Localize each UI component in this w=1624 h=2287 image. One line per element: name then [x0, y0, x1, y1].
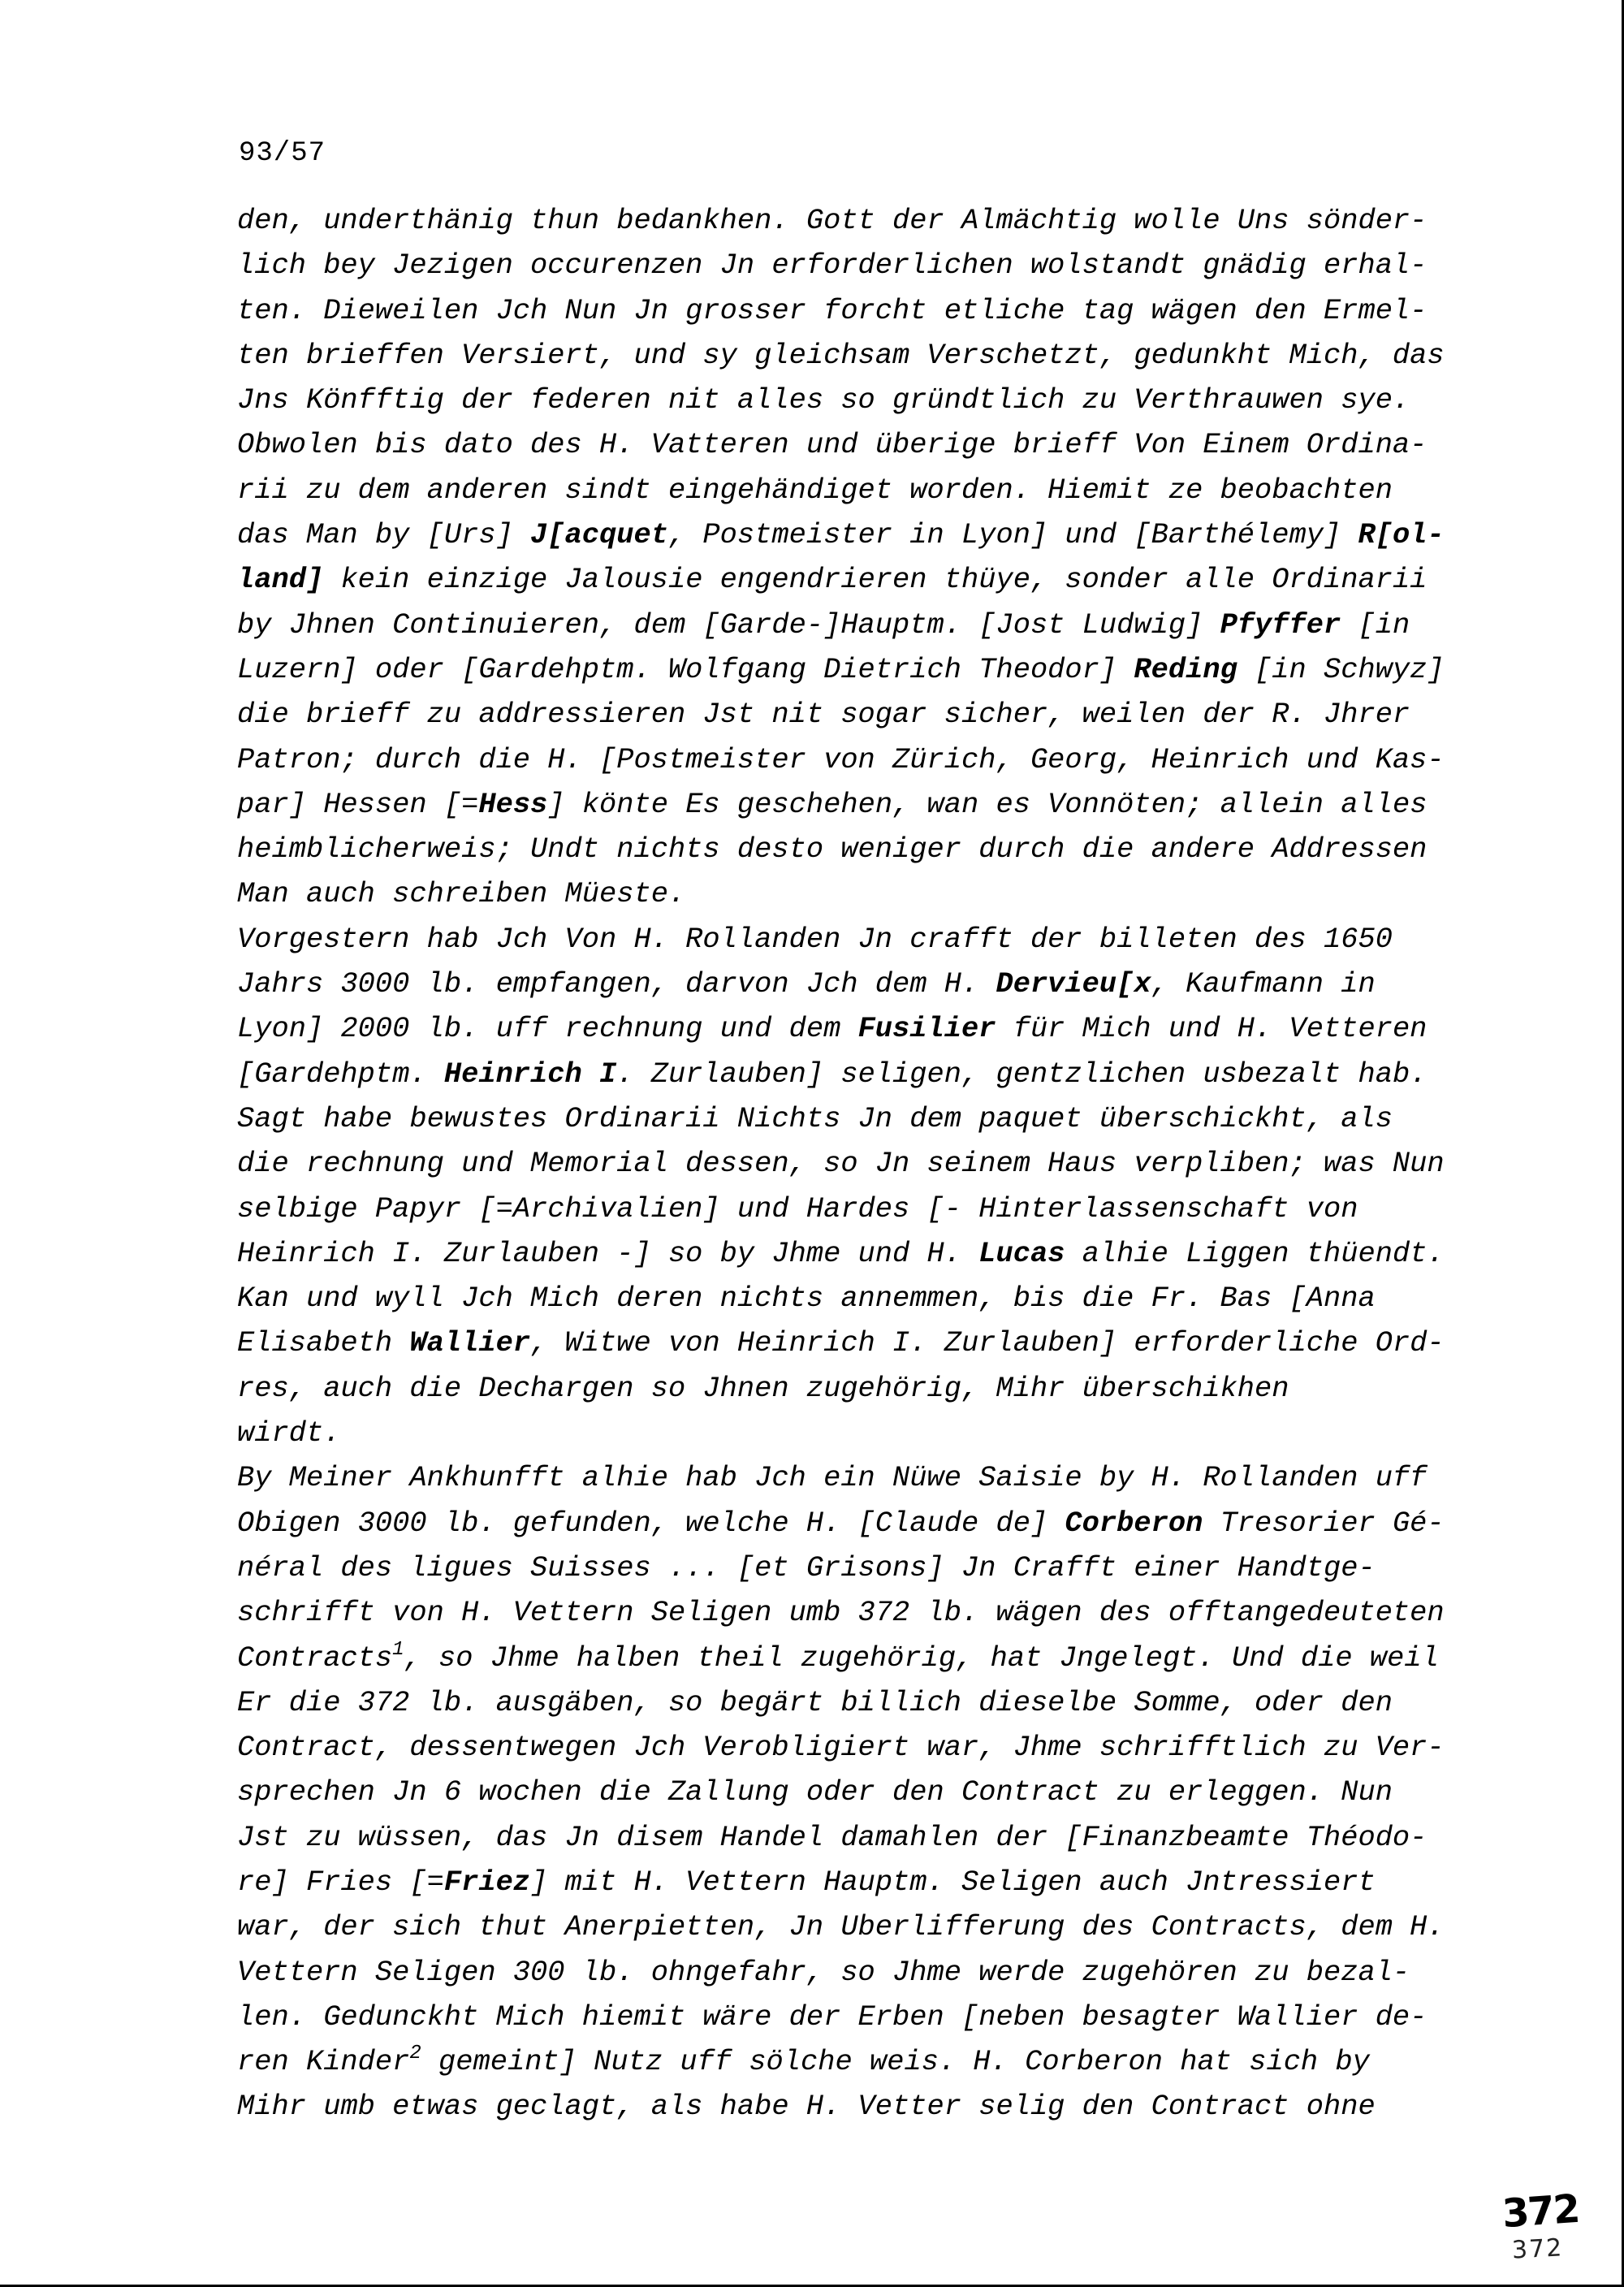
- text-line: [237, 2040, 1488, 2085]
- text-segment: den, underthänig thun bedankhen. Gott der Almächtig wolle Uns sönder-: [237, 205, 1427, 237]
- text-line: [237, 1367, 1488, 1412]
- text-segment: Kan und wyll Jch Mich deren nichts annemmen, bis die Fr. Bas [Anna: [237, 1282, 1376, 1316]
- text-line: [237, 1726, 1488, 1770]
- text-segment: wirdt.: [237, 1417, 341, 1450]
- text-line: [237, 1995, 1488, 2040]
- text-line: [237, 513, 1488, 558]
- text-segment: Contract, dessentwegen Jch Verobligiert war, Jhme schrifftlich zu Ver-: [237, 1731, 1445, 1765]
- text-segment: Vorgestern hab Jch Von H. Rollanden Jn crafft der billeten des 1650: [237, 923, 1393, 956]
- text-segment: gemeint] Nutz uff sölche weis. H. Corberon hat sich by: [421, 2046, 1370, 2079]
- bold-name: Lucas: [978, 1237, 1065, 1270]
- text-line: [237, 378, 1488, 423]
- text-segment: Contracts: [237, 1641, 393, 1675]
- text-line: [237, 199, 1488, 244]
- text-segment: néral des ligues Suisses ... [et Grisons] Jn Crafft einer Handtge-: [237, 1551, 1376, 1584]
- text-line: [237, 1097, 1488, 1142]
- text-segment: Tresorier Gé-: [1203, 1507, 1445, 1540]
- text-segment: , so Jhme halben theil zugehörig, hat Jngelegt. Und die weil: [404, 1641, 1439, 1675]
- text-line: [237, 469, 1488, 513]
- text-line: [237, 1502, 1488, 1546]
- text-segment: by Jhnen Continuieren, dem [Garde-]Hauptm. [Jost Ludwig]: [237, 608, 1220, 642]
- text-segment: Patron; durch die H. [Postmeister von Zürich, Georg, Heinrich und Kas-: [237, 743, 1445, 776]
- text-segment: ] könte Es geschehen, wan es Vonnöten; allein alles: [547, 788, 1427, 821]
- text-segment: ren Kinder: [237, 2046, 410, 2079]
- text-segment: Man auch schreiben Müeste.: [237, 878, 686, 911]
- text-line: [237, 1861, 1488, 1905]
- text-line: [237, 1770, 1488, 1815]
- text-line: [237, 1951, 1488, 1995]
- text-line: [237, 828, 1488, 872]
- bold-name: Pfyffer: [1220, 608, 1341, 642]
- text-segment: Vettern Seligen 300 lb. ohngefahr, so Jhme werde zugehören zu bezal-: [237, 1956, 1410, 1989]
- text-segment: rii zu dem anderen sindt eingehändiget worden. Hiemit ze beobachten: [237, 473, 1393, 507]
- text-line: [237, 1321, 1488, 1366]
- text-segment: kein einzige Jalousie engendrieren thüye, sonder alle Ordinarii: [323, 564, 1427, 597]
- text-segment: Heinrich I. Zurlauben -] so by Jhme und H.: [237, 1237, 979, 1270]
- text-segment: , Witwe von Heinrich I. Zurlauben] erforderliche Ord-: [530, 1327, 1445, 1360]
- text-line: [237, 1007, 1488, 1052]
- text-segment: die rechnung und Memorial dessen, so Jn seinem Haus verpliben; was Nun: [237, 1148, 1445, 1181]
- text-line: [237, 244, 1488, 288]
- text-segment: re] Fries [=: [237, 1865, 444, 1899]
- text-segment: By Meiner Ankhunfft alhie hab Jch ein Nüwe Saisie by H. Rollanden uff: [237, 1462, 1427, 1495]
- text-line: [237, 738, 1488, 783]
- text-segment: die brieff zu addressieren Jst nit sogar sicher, weilen der R. Jhrer: [237, 698, 1410, 732]
- text-segment: sprechen Jn 6 wochen die Zallung oder den Contract zu erleggen. Nun: [237, 1776, 1393, 1809]
- text-segment: . Zurlauben] seligen, gentzlichen usbezalt hab.: [616, 1057, 1427, 1091]
- text-line: [237, 1187, 1488, 1232]
- text-segment: Mihr umb etwas geclagt, als habe H. Vetter selig den Contract ohne: [237, 2090, 1376, 2124]
- text-segment: Obwolen bis dato des H. Vatteren und überige brieff Von Einem Ordina-: [237, 429, 1427, 462]
- text-segment: ten. Dieweilen Jch Nun Jn grosser forcht etliche tag wägen den Ermel-: [237, 294, 1427, 327]
- text-segment: Jst zu wüssen, das Jn disem Handel damahlen der [Finanzbeamte Théodo-: [237, 1821, 1427, 1854]
- bold-name: Hess: [478, 788, 548, 821]
- text-segment: [in: [1341, 608, 1410, 642]
- text-segment: ] mit H. Vettern Hauptm. Seligen auch Jntressiert: [530, 1865, 1376, 1899]
- text-segment: Jahrs 3000 lb. empfangen, darvon Jch dem H.: [237, 968, 996, 1001]
- text-line: [237, 1591, 1488, 1636]
- text-segment: Luzern] oder [Gardehptm. Wolfgang Dietrich Theodor]: [237, 653, 1134, 686]
- text-line: [237, 962, 1488, 1007]
- text-segment: [in Schwyz]: [1237, 653, 1445, 686]
- text-line: [237, 783, 1488, 828]
- text-line: [237, 1142, 1488, 1187]
- footnote-marker: 2: [409, 2043, 421, 2065]
- archive-folio-stamp: 372: [1501, 2185, 1581, 2237]
- text-segment: Er die 372 lb. ausgäben, so begärt billich dieselbe Somme, oder den: [237, 1686, 1393, 1719]
- footnote-marker: 1: [392, 1638, 404, 1661]
- text-line: [237, 1053, 1488, 1097]
- bold-name: Heinrich I: [443, 1057, 617, 1091]
- text-line: [237, 289, 1488, 334]
- text-line: [237, 918, 1488, 962]
- text-segment: Obigen 3000 lb. gefunden, welche H. [Claude de]: [237, 1507, 1065, 1540]
- text-segment: heimblicherweis; Undt nichts desto weniger durch die andere Addressen: [237, 833, 1427, 867]
- bold-name: Wallier: [409, 1327, 531, 1360]
- text-line: [237, 558, 1488, 603]
- page-number: 93/57: [239, 138, 326, 169]
- text-line: [237, 648, 1488, 693]
- text-segment: Sagt habe bewustes Ordinarii Nichts Jn dem paquet überschickht, als: [237, 1102, 1393, 1135]
- bold-name: Corberon: [1065, 1507, 1203, 1540]
- text-segment: , Postmeister in Lyon] und [Barthélemy]: [667, 519, 1358, 552]
- document-body: [237, 199, 1488, 2130]
- text-line: [237, 1636, 1488, 1681]
- archive-folio-stamp-secondary: 372: [1511, 2233, 1565, 2265]
- bold-name: Friez: [443, 1865, 531, 1899]
- text-line: [237, 693, 1488, 737]
- text-line: [237, 1412, 1488, 1456]
- text-segment: [Gardehptm.: [237, 1057, 444, 1091]
- text-segment: res, auch die Dechargen so Jhnen zugehörig, Mihr überschikhen: [237, 1372, 1289, 1405]
- text-segment: alhie Liggen thüendt.: [1065, 1237, 1445, 1270]
- text-line: [237, 1456, 1488, 1501]
- text-line: [237, 1681, 1488, 1726]
- bold-name: Fusilier: [857, 1013, 996, 1046]
- text-line: [237, 1816, 1488, 1861]
- text-segment: für Mich und H. Vetteren: [996, 1013, 1427, 1046]
- text-line: [237, 2085, 1488, 2129]
- text-segment: , Kaufmann in: [1151, 968, 1376, 1001]
- text-line: [237, 1232, 1488, 1277]
- text-segment: par] Hessen [=: [237, 788, 479, 821]
- text-segment: selbige Papyr [=Archivalien] und Hardes [- Hinterlassenschaft von: [237, 1192, 1358, 1226]
- text-segment: Lyon] 2000 lb. uff rechnung und dem: [237, 1013, 858, 1046]
- bold-name: J[acquet: [530, 519, 668, 552]
- text-line: [237, 334, 1488, 378]
- text-segment: schrifft von H. Vettern Seligen umb 372 lb. wägen des offtangedeuteten: [237, 1597, 1445, 1630]
- text-segment: war, der sich thut Anerpietten, Jn Uberlifferung des Contracts, dem H.: [237, 1911, 1445, 1944]
- text-line: [237, 1905, 1488, 1950]
- bold-name: Reding: [1134, 653, 1237, 686]
- bold-name: R[ol-: [1358, 519, 1445, 552]
- text-segment: Elisabeth: [237, 1327, 410, 1360]
- text-segment: ten brieffen Versiert, und sy gleichsam Verschetzt, gedunkht Mich, das: [237, 339, 1445, 372]
- text-line: [237, 872, 1488, 917]
- text-segment: len. Gedunckht Mich hiemit wäre der Erben [neben besagter Wallier de-: [237, 2000, 1427, 2034]
- bold-name: land]: [237, 564, 324, 597]
- text-line: [237, 1546, 1488, 1591]
- text-segment: lich bey Jezigen occurenzen Jn erforderlichen wolstandt gnädig erhal-: [237, 249, 1427, 283]
- text-line: [237, 603, 1488, 648]
- text-segment: das Man by [Urs]: [237, 519, 531, 552]
- text-segment: Jns Könfftig der federen nit alles so gründtlich zu Verthrauwen sye.: [237, 384, 1410, 417]
- bold-name: Dervieu[x: [996, 968, 1151, 1001]
- text-line: [237, 423, 1488, 468]
- text-line: [237, 1277, 1488, 1321]
